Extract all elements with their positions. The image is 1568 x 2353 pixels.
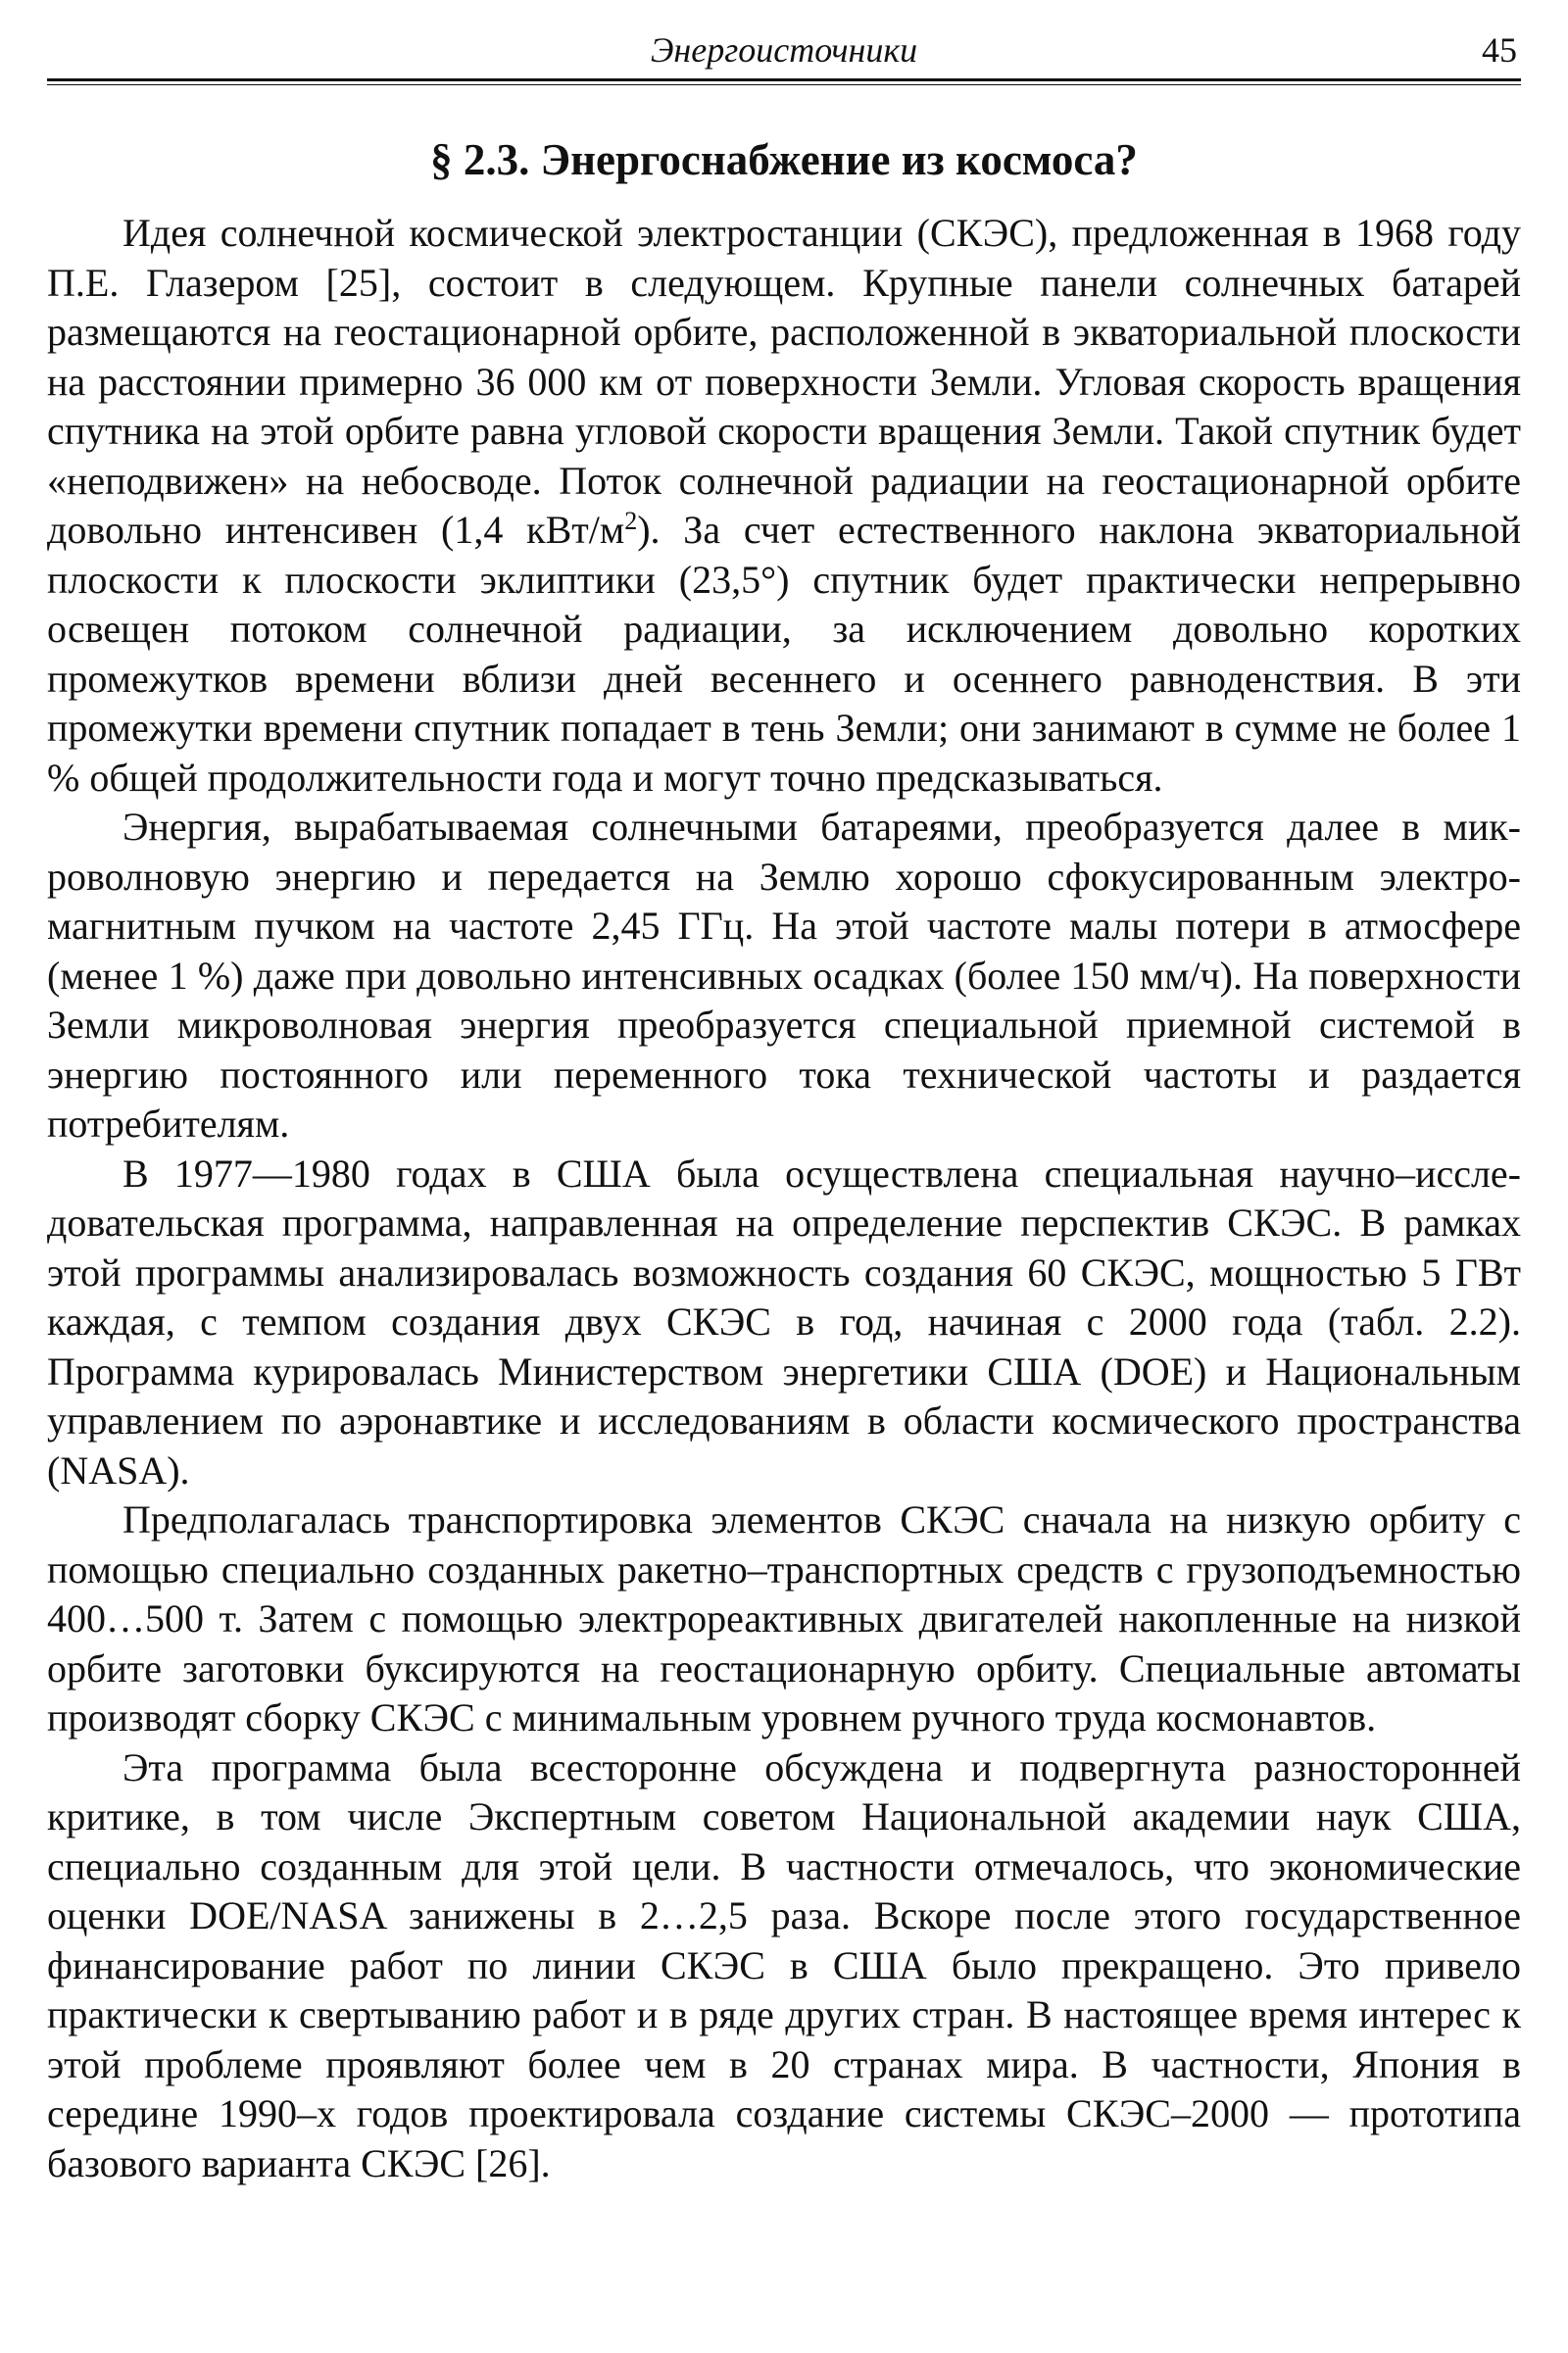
paragraph-2: Энергия, вырабатываемая солнечными батареями, преобразуется далее в микроволновую энергию и передается на Землю хорошо сфокусированным электромагнитным пучком на частоте 2,45 ГГц. На этой частоте малы потери в атмосфере (менее 1 %) даже при довольно интенсивных осадках (более 150 мм/ч). На поверхности Земли микроволновая энергия преобразуется специальной приемной системой в энергию постоянного или переменного тока технической частоты и раздается потребителям. (47, 805, 1521, 1146)
superscript-square: 2 (624, 507, 638, 535)
book-page (47, 25, 1521, 2188)
running-title: Энергоисточники (650, 30, 918, 70)
section-title: § 2.3. Энергоснабжение из космоса? (430, 135, 1138, 184)
paragraph-3: В 1977—1980 годах в США была осуществлена специальная научно–исследовательская программа, направленная на определение перспектив СКЭС. В рамках этой программы анализировалась возможность создания 60 СКЭС, мощностью 5 ГВт каждая, с темпом создания двух СКЭС в год, начиная с 2000 года (табл. 2.2). Программа курировалась Министерством энергетики США (DOE) и Национальным управлением по аэронавтике и исследованиям в области космического пространства (NASA). (47, 1151, 1521, 1493)
paragraph-1 (47, 209, 1521, 803)
body-text (47, 209, 1521, 2188)
running-header (47, 25, 1521, 74)
paragraph-5: Эта программа была всесторонне обсуждена и подвергнута разносторонней критике, в том числе Экспертным советом Национальной академии наук США, специально созданным для этой цели. В частности отмечалось, что экономические оценки DOE/NASA занижены в 2…2,5 раза. Вскоре после этого государственное финансирование работ по линии СКЭС в США было прекращено. Это привело практически к свертыванию работ и в ряде других стран. В настоящее время интерес к этой проблеме проявляют более чем в 20 странах мира. В частности, Япония в середине 1990–х годов проектировала создание системы СКЭС–2000 — прототипа базового варианта СКЭС [26]. (47, 1744, 1521, 2185)
paragraph-4: Предполагалась транспортировка элементов СКЭС сначала на низкую орбиту с помощью специально созданных ракетно–транспортных средств с грузоподъемностью 400…500 т. Затем с помощью электрореактивных двигателей накопленные на низкой орбите заготовки буксируются на геостационарную орбиту. Специальные автоматы производят сборку СКЭС с минимальным уровнем ручного труда космонавтов. (47, 1497, 1521, 1740)
page-number: 45 (1482, 30, 1517, 70)
header-rule-thin (47, 84, 1521, 85)
header-rule-thick (47, 78, 1521, 81)
paragraph-1-part-a: Идея солнечной космической электростанции (СКЭС), предложенная в 1968 году П.Е. Глазером [25], состоит в следующем. Крупные панели солнечных батарей размещаются на геостационарной орбите, расположенной в экваториальной плоскости на расстоянии примерно 36 000 км от поверхности Земли. Угловая скорость вращения спутника на этой орбите равна угловой скорости вращения Земли. Такой спутник будет «неподвижен» на небосводе. Поток солнечной радиации на геостационарной орбите довольно интенсивен (1,4 кВт/м (47, 211, 1521, 552)
paragraph-1-part-b: ). За счет естественного наклона экваториальной плоскости к плоскости эклиптики (23,5°) спутник будет практически непрерывно освещен потоком солнечной радиации, за исключением довольно коротких промежутков времени вблизи дней весеннего и осеннего равноденствия. В эти промежутки времени спутник попадает в тень Земли; они занимают в сумме не более 1 % общей продолжительности года и могут точно предсказываться. (47, 508, 1522, 800)
